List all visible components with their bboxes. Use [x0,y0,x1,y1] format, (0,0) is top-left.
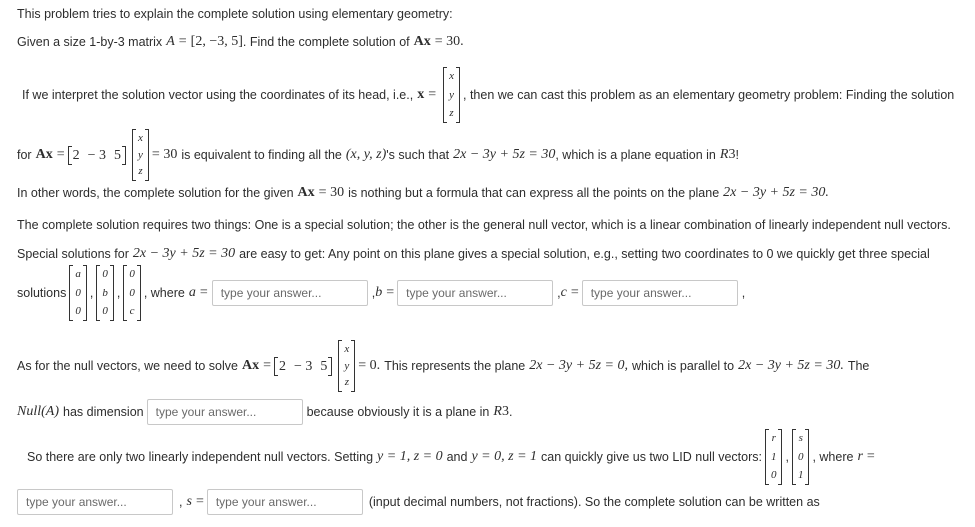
null-vector-s [792,430,810,484]
rhs-0: = 0. [358,358,381,373]
answer-a-input[interactable] [212,280,368,306]
special-text: Special solutions for [17,247,129,261]
row-matrix [274,358,332,375]
equals-sign: = [386,285,395,300]
vec-entry: z [138,165,143,177]
xyz-column-vector [132,130,149,180]
vec-entry: z [344,376,349,388]
dimension-input[interactable] [147,399,303,425]
comma: , [89,286,94,300]
give-text: can quickly give us two LID null vectors: [541,450,762,464]
vec-entry: y [138,148,143,161]
vec-entry: 1 [770,450,777,463]
xyz-column-vector [443,68,460,122]
solutions-line [17,264,745,322]
other-words-line [17,184,829,202]
equals-sign: = [195,494,204,509]
such-that-text: 's such that [386,148,450,162]
vec-entry: 0 [129,286,135,299]
special-vector-a [69,266,87,320]
comma: , [116,286,121,300]
plane-equation: 2x − 3y + 5z = 30 [132,246,236,261]
formula-text: is nothing but a formula that can express all the points on the plane [348,186,720,200]
answer-b-input[interactable] [397,280,553,306]
decimal-note: (input decimal numbers, not fractions). So the complete solution can be written as [368,495,820,509]
the-text: The [847,359,870,373]
R-exponent: 3 [728,147,736,162]
special-vector-c [123,266,141,320]
answer-r-input[interactable] [17,489,173,515]
rhs-30: = 30 [318,185,345,200]
vec-entry: r [771,432,776,444]
matrix-A: A [166,34,175,49]
plane-equation: 2x − 3y + 5z = 30 [453,147,556,162]
where-text: , where [143,286,185,300]
vec-entry: b [102,286,108,299]
answer-c-input[interactable] [582,280,738,306]
equals-sign: = [428,87,437,102]
Ax-expression: Ax [241,358,260,373]
vec-entry: 0 [75,286,81,299]
R-symbol: R [493,404,502,419]
null-vector-r [765,430,783,484]
comma: , [741,286,746,300]
condition-1: y = 1, z = 0 [377,449,443,464]
rs-input-line [17,488,820,516]
dimension-line [17,398,512,426]
row-matrix [68,147,126,164]
special-vector-b [96,266,114,320]
lid-vectors-line [27,427,875,487]
requirements-text: The complete solution requires two things: One is a special solution; the other is the general null vector, which is a linear combination of linearly independent null vectors. [17,218,951,232]
intro-text: This problem tries to explain the complete solution using elementary geometry: [17,7,453,21]
for-text: for [17,148,32,162]
vec-entry: s [798,432,803,444]
vector-x: x [417,87,425,102]
equals-sign: = [199,285,208,300]
given-text: Given a size 1-by-3 matrix [17,35,163,49]
plane-equation-line [17,127,739,183]
row-entry: − 3 [87,147,107,163]
row-entry: 2 [72,147,80,163]
easy-text: are easy to get: Any point on this plane gives a special solution, e.g., setting two coordinates to 0 we quickly get three special [239,247,930,261]
vec-entry: x [344,343,350,355]
vec-entry: 0 [129,268,135,280]
condition-2: y = 0, z = 1 [471,449,538,464]
because-text: because obviously it is a plane in [306,405,490,419]
comma: , [557,286,561,300]
rhs-30: = 30 [151,147,178,162]
equals-sign: = [570,285,579,300]
Ax-expression: Ax [297,185,315,200]
row-entry: 5 [114,147,122,163]
vec-entry: x [138,132,143,144]
parallel-text: which is parallel to [631,359,735,373]
xyz-tuple: (x, y, z) [345,147,387,162]
var-a: a [188,285,196,300]
plane-in-text: , which is a plane equation in [555,148,716,162]
problem-statement [17,33,464,51]
exclamation: ! [735,148,739,162]
R-exponent: 3 [501,404,509,419]
null-vector-line [17,338,869,394]
represents-text: This represents the plane [384,359,526,373]
null-text: As for the null vectors, we need to solve [17,359,238,373]
vec-entry: 0 [102,305,108,317]
equals-sign: = [178,34,187,49]
Ax-expression: Ax [35,147,53,162]
vec-entry: 0 [797,450,804,463]
solutions-text: solutions [17,286,67,300]
xyz-column-vector [338,341,355,391]
vec-entry: z [449,107,454,119]
vec-entry: y [449,88,454,101]
find-text: . Find the complete solution of [242,35,410,49]
and-text: and [446,450,468,464]
vec-entry: y [344,359,350,372]
other-words-text: In other words, the complete solution for the given [17,186,294,200]
plane-equation: 2x − 3y + 5z = 30. [723,185,829,200]
null-plane-equation: 2x − 3y + 5z = 0, [529,358,628,373]
interpret-text: If we interpret the solution vector using the coordinates of its head, i.e., [22,88,414,102]
vec-entry: 0 [75,305,81,317]
period: . [508,405,513,419]
equals-sign: = [263,358,271,373]
comma: , [785,450,789,464]
var-c: c [560,285,567,300]
dimension-text: has dimension [63,405,144,419]
matrix-value: [2, −3, 5] [190,34,243,49]
vec-entry: x [449,70,454,82]
row-entry: − 3 [293,358,313,374]
equals-sign: = [866,449,875,464]
vec-entry: c [129,305,135,317]
var-s: s [186,494,192,509]
comma: , [371,286,376,300]
interpret-line [22,65,954,125]
requirements-line [17,216,951,234]
var-r: r [857,449,863,464]
equals-sign: = [56,147,65,162]
lid-text: So there are only two linearly independent null vectors. Setting [27,450,374,464]
vec-entry: 0 [102,268,108,280]
Ax-expression: Ax [413,34,431,49]
row-entry: 2 [278,358,286,374]
intro-line [17,6,453,22]
null-space-label: Null(A) [17,404,59,419]
plane-equation: 2x − 3y + 5z = 30. [738,358,844,373]
vec-entry: a [75,268,81,280]
cast-text: , then we can cast this problem as an elementary geometry problem: Finding the solution [463,88,955,102]
vec-entry: 0 [770,469,777,481]
special-solutions-line [17,245,930,263]
rhs-30: = 30. [434,34,464,49]
answer-s-input[interactable] [207,489,363,515]
row-entry: 5 [320,358,328,374]
R-symbol: R [719,147,729,162]
var-b: b [375,285,383,300]
vec-entry: 1 [797,469,804,481]
where-text: , where [812,450,854,464]
comma: , [179,495,183,509]
equivalent-text: is equivalent to finding all the [181,148,342,162]
